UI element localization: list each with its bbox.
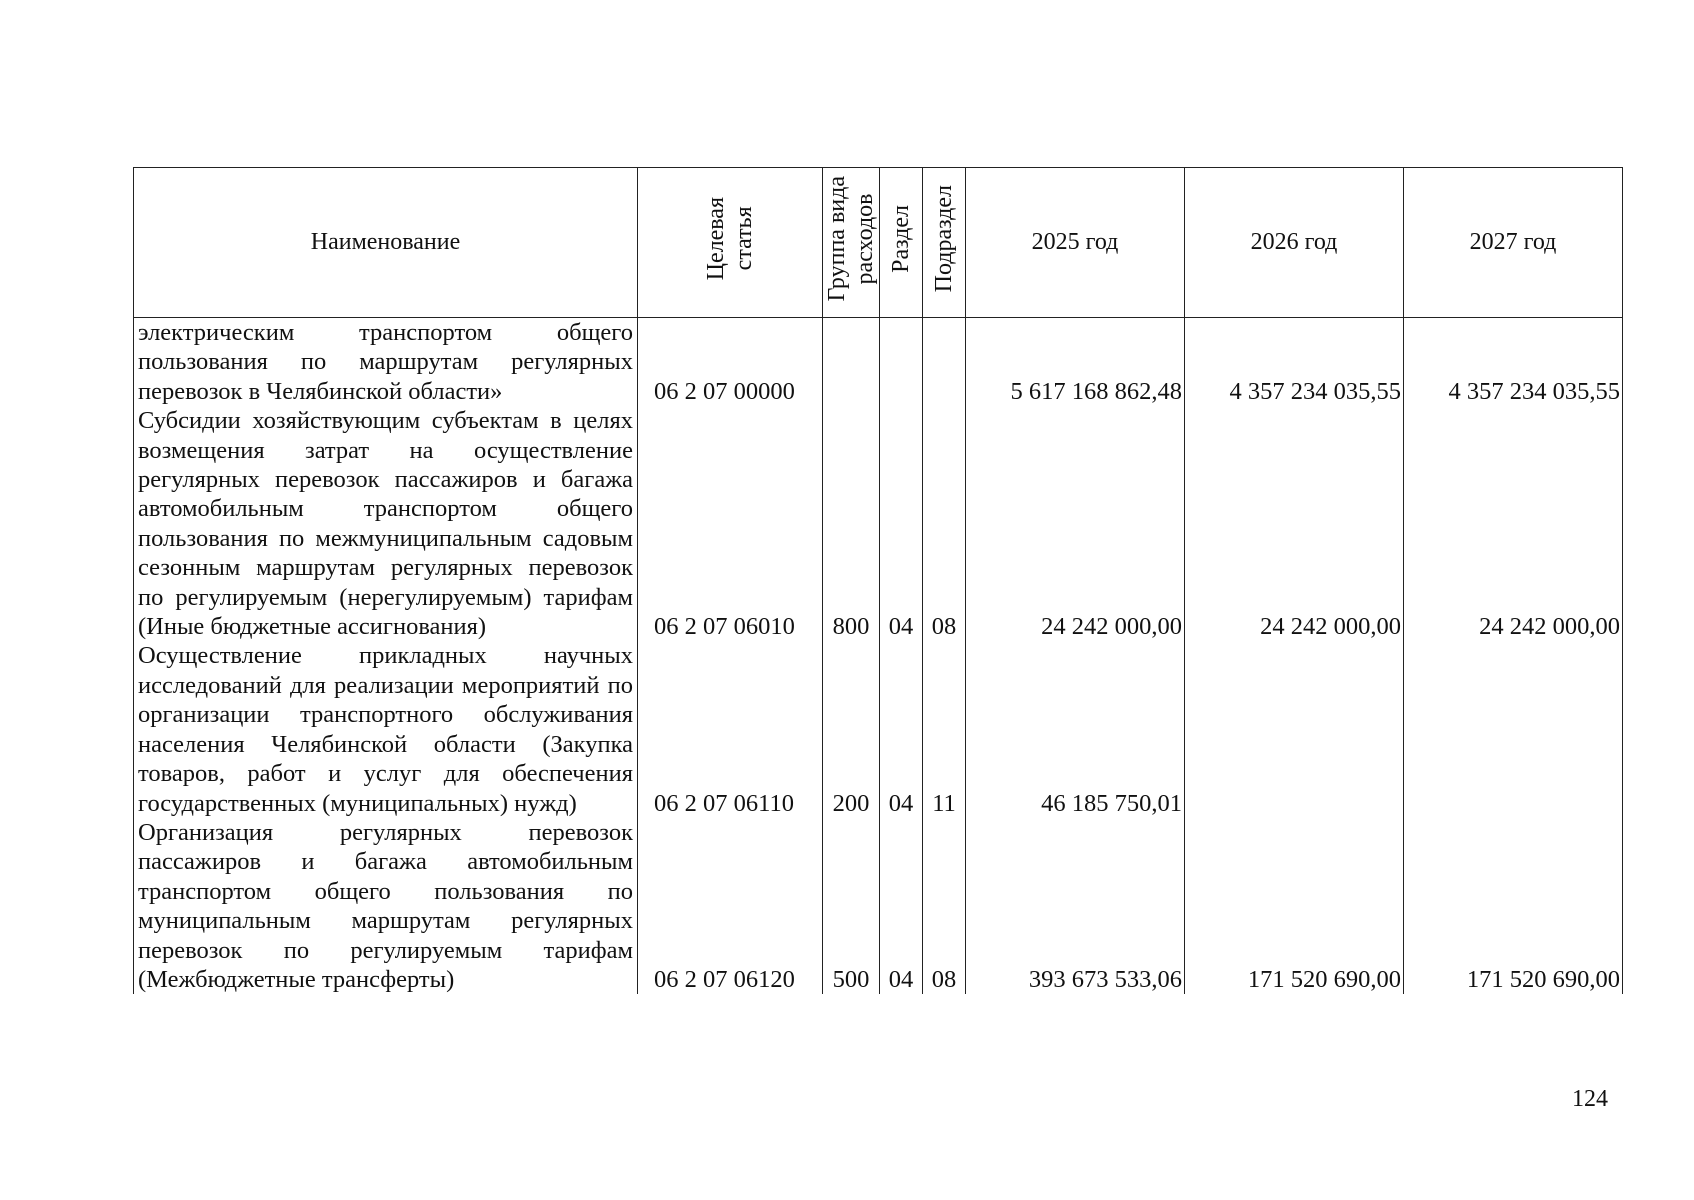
row-target-article: 06 2 07 00000 (638, 318, 823, 407)
row-target-article: 06 2 07 06010 (638, 406, 823, 641)
row-section: 04 (880, 818, 923, 994)
row-amount-2027 (1404, 641, 1623, 817)
row-amount-2027: 4 357 234 035,55 (1404, 318, 1623, 407)
row-amount-2026: 4 357 234 035,55 (1185, 318, 1404, 407)
row-expense-group: 500 (823, 818, 880, 994)
row-section: 04 (880, 406, 923, 641)
row-amount-2025: 393 673 533,06 (966, 818, 1185, 994)
row-amount-2027: 171 520 690,00 (1404, 818, 1623, 994)
table-row (134, 318, 1623, 407)
row-amount-2026: 171 520 690,00 (1185, 818, 1404, 994)
row-subsection (923, 318, 966, 407)
row-target-article: 06 2 07 06110 (638, 641, 823, 817)
row-name: Субсидии хозяйствующим субъектам в целях возмещения затрат на осуществление регулярных перевозок пассажиров и багажа автомобильным транспортом общего пользования по межмуниципальным садовым сезонным маршрутам регулярных перевозок по регулируемым (нерегулируемым) тарифам (Иные бюджетные ассигнования) (134, 406, 638, 641)
page-number: 124 (1572, 1086, 1608, 1112)
row-subsection: 11 (923, 641, 966, 817)
header-2026: 2026 год (1185, 168, 1404, 318)
row-name: Организация регулярных перевозок пассажиров и багажа автомобильным транспортом общего пользования по муниципальным маршрутам регулярных перевозок по регулируемым тарифам (Межбюджетные трансферты) (134, 818, 638, 994)
header-target-article: Целевая статья (638, 168, 823, 318)
header-expense-group: Группа вида расходов (823, 168, 880, 318)
header-2027: 2027 год (1404, 168, 1623, 318)
row-name: Осуществление прикладных научных исследований для реализации мероприятий по организации транспортного обслуживания населения Челябинской области (Закупка товаров, работ и услуг для обеспечения государственных (муниципальных) нужд) (134, 641, 638, 817)
row-subsection: 08 (923, 406, 966, 641)
table-row (134, 406, 1623, 641)
budget-table (133, 167, 1623, 994)
header-name: Наименование (134, 168, 638, 318)
row-amount-2025: 46 185 750,01 (966, 641, 1185, 817)
row-section (880, 318, 923, 407)
header-section: Раздел (880, 168, 923, 318)
table-row (134, 818, 1623, 994)
row-expense-group (823, 318, 880, 407)
row-amount-2025: 5 617 168 862,48 (966, 318, 1185, 407)
row-expense-group: 800 (823, 406, 880, 641)
row-section: 04 (880, 641, 923, 817)
table-row (134, 641, 1623, 817)
row-amount-2025: 24 242 000,00 (966, 406, 1185, 641)
header-2025: 2025 год (966, 168, 1185, 318)
table-header-row (134, 168, 1623, 318)
row-amount-2026 (1185, 641, 1404, 817)
row-amount-2026: 24 242 000,00 (1185, 406, 1404, 641)
row-amount-2027: 24 242 000,00 (1404, 406, 1623, 641)
row-target-article: 06 2 07 06120 (638, 818, 823, 994)
row-subsection: 08 (923, 818, 966, 994)
row-name: электрическим транспортом общего пользования по маршрутам регулярных перевозок в Челябинской области» (134, 318, 638, 407)
row-expense-group: 200 (823, 641, 880, 817)
header-subsection: Подраздел (923, 168, 966, 318)
